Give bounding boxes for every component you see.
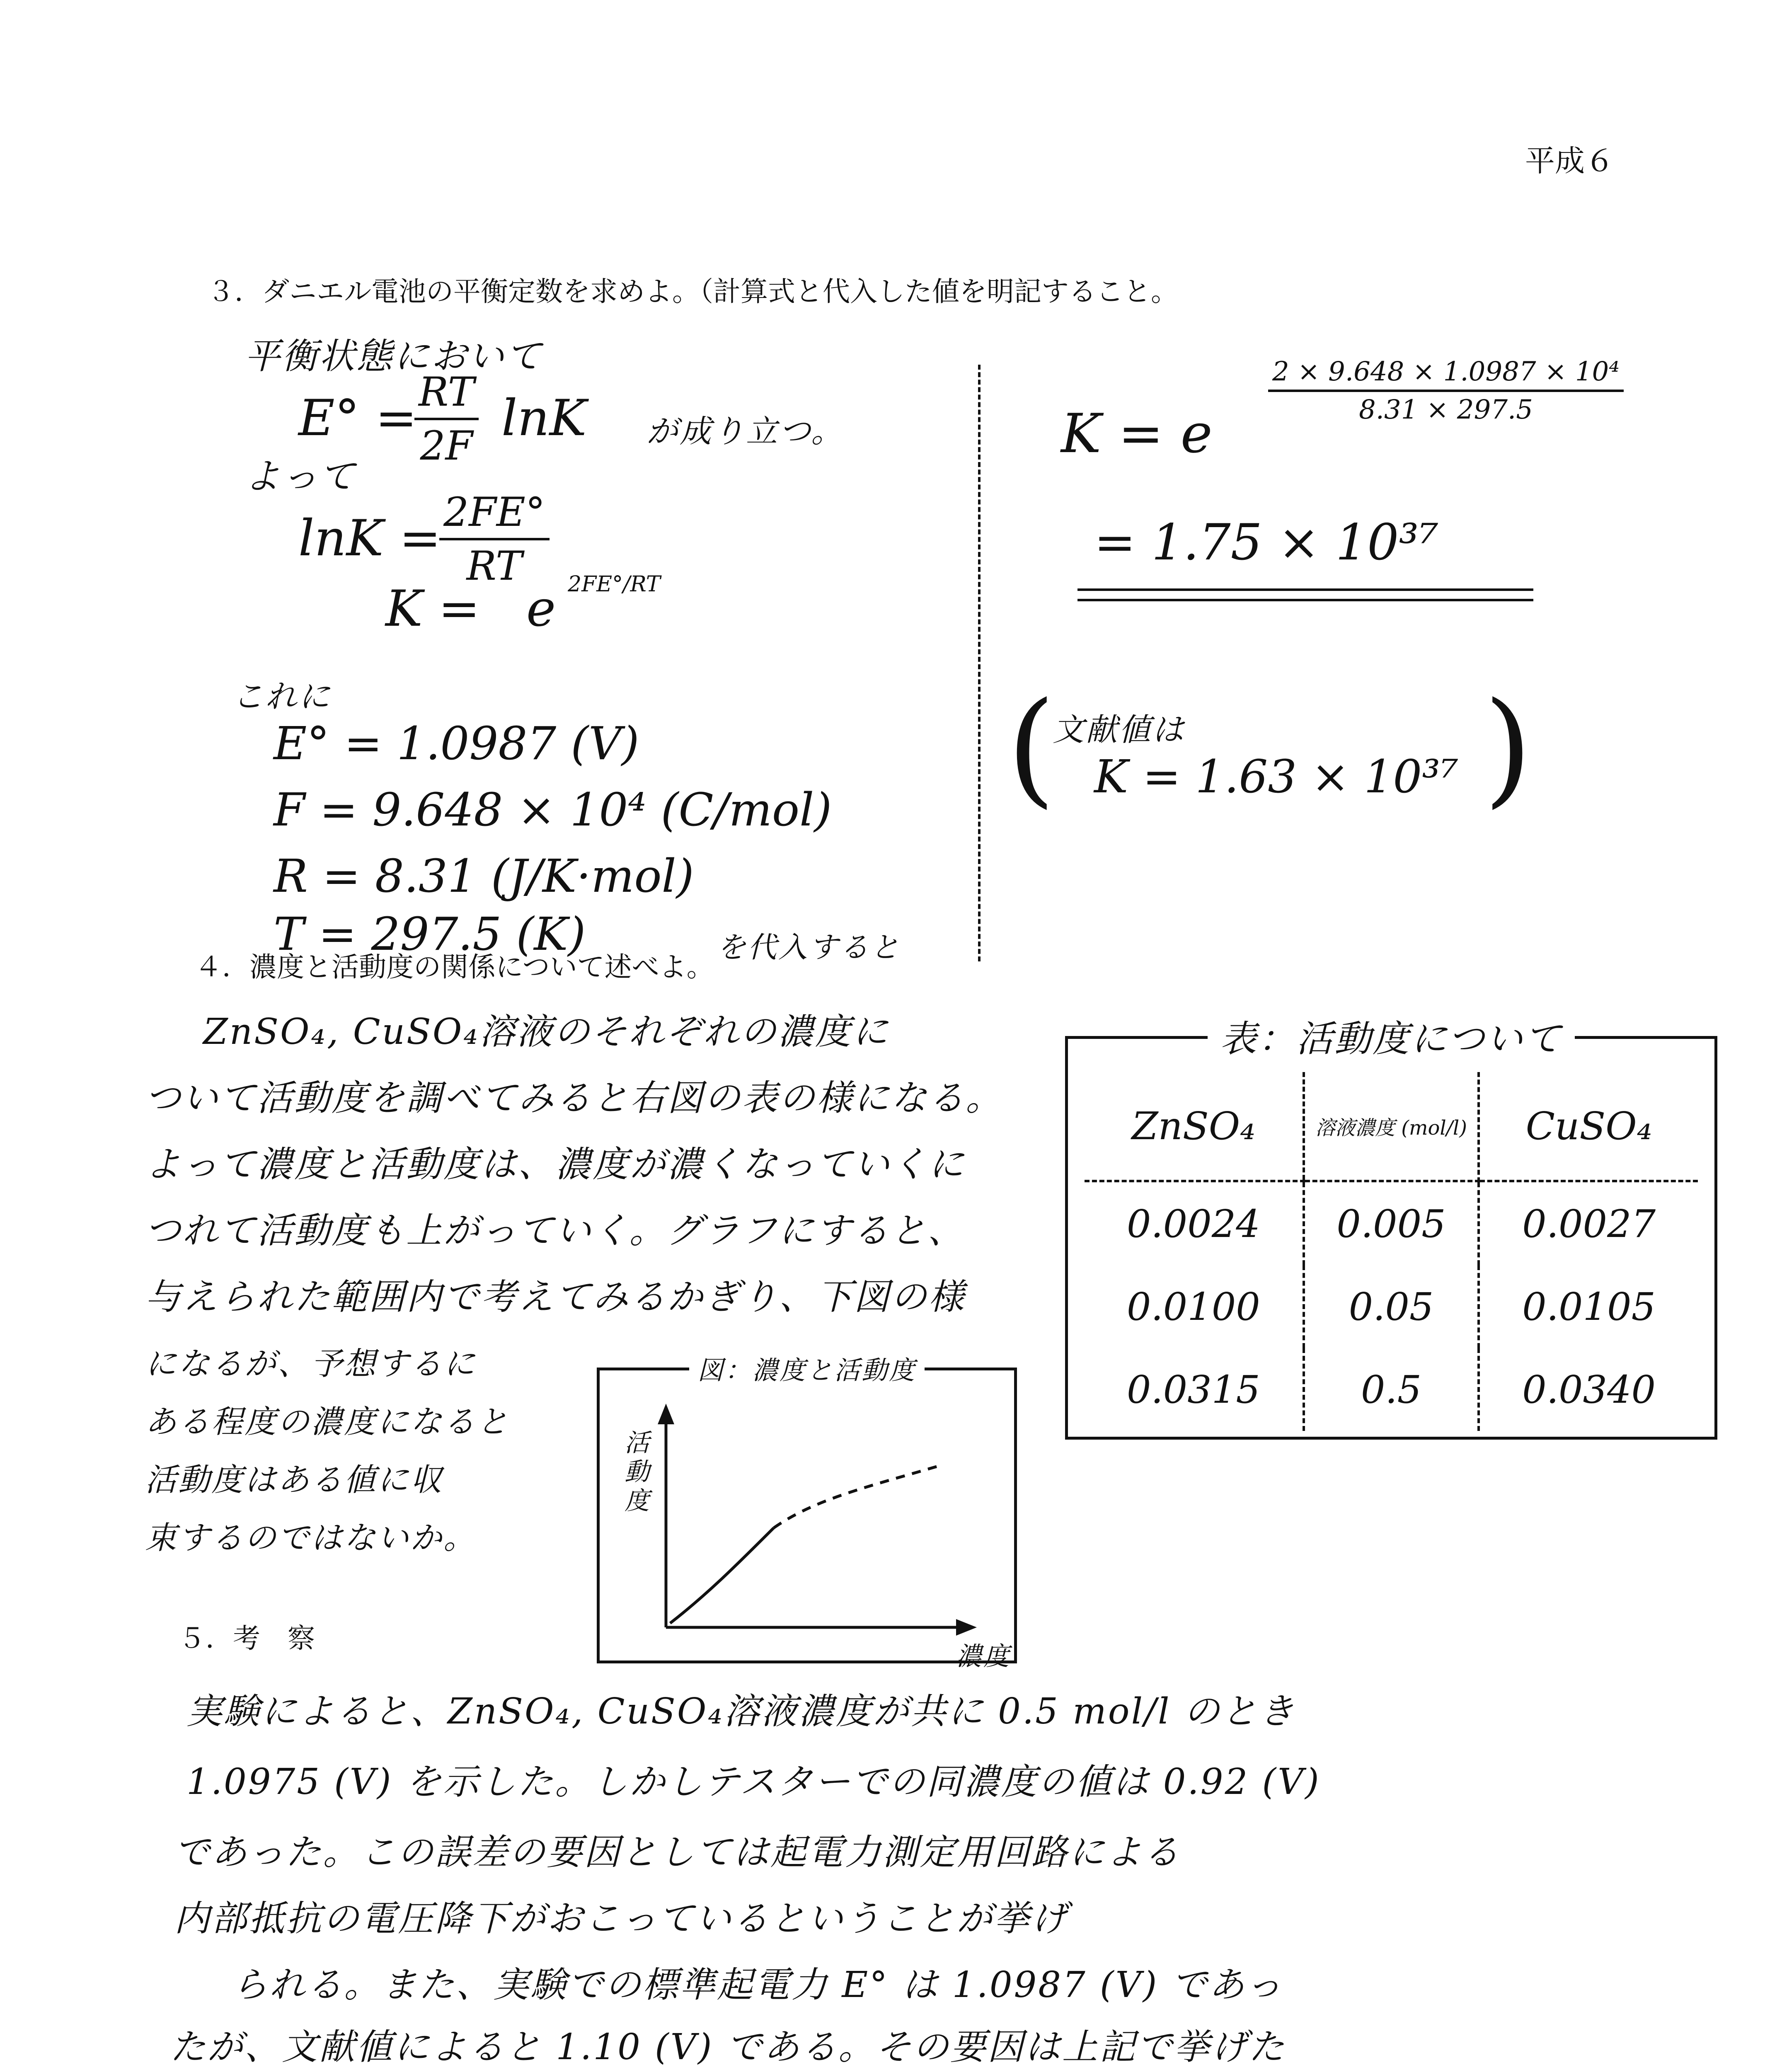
sub-F: F = 9.648 × 10⁴ (C/mol) [274,783,832,836]
q4-para-8: 束するのではないか。 [145,1519,477,1556]
q5-line-4: られる。また、実験での標準起電力 E° は 1.0987 (V) であっ [232,1964,1283,2006]
sub-T: T = 297.5 (K) [274,908,586,961]
q3-line1: 平衡状態において [245,336,543,377]
result-value: = 1.75 × 10³⁷ [1094,514,1439,571]
q3-line2: よって [245,456,356,497]
table-cell: 0.0027 [1522,1201,1656,1246]
q5-line-2: であった。この誤差の要因としては起電力測定用回路による [174,1832,1181,1873]
q4-para-1: ついて活動度を調べてみると右図の表の様になる。 [145,1077,1003,1119]
table-row [1085,1181,1698,1265]
q4-para-6: ある程度の濃度になると [145,1403,510,1440]
q4-heading: ４．濃度と活動度の関係について述べよ。 [195,951,714,983]
q4-para-3: つれて活動度も上がっていく。グラフにすると、 [145,1210,965,1251]
eq1-numerator: RT [414,369,479,420]
eq3-exponent: 2FE°/RT [568,572,661,597]
eq2-denominator: RT [466,543,523,589]
table-header-cell: CuSO₄ [1479,1072,1698,1181]
activity-table-box [1065,1017,1717,1440]
table-cell: 0.5 [1304,1348,1479,1431]
q5-line-1: 1.0975 (V) を示した。しかしテスターでの同濃度の値は 0.92 (V) [186,1761,1321,1803]
table-cell: 0.0315 [1126,1367,1260,1412]
lit-value: K = 1.63 × 10³⁷ [1094,750,1459,803]
sub-R: R = 8.31 (J/K·mol) [274,850,694,903]
result-exponent-numerator: 2 × 9.648 × 1.0987 × 10⁴ [1268,356,1624,392]
eq1-tail: lnK [501,390,587,447]
q4-para-4: 与えられた範囲内で考えてみるかぎり、下図の様 [145,1276,966,1318]
q5-line-3: 内部抵抗の電圧降下がおこっているということが挙げ [174,1898,1069,1939]
table-header-cell: ZnSO₄ [1085,1072,1304,1181]
result-lhs: K = e [1061,402,1213,465]
sub-note: を代入すると [717,930,901,964]
table-row [1085,1348,1698,1431]
table-header-row [1085,1072,1698,1181]
sub-E: E° = 1.0987 (V) [274,717,639,770]
eq1-denominator: 2F [420,423,473,469]
graph-title-text: 図：濃度と活動度 [689,1355,925,1385]
q4-para-2: よって濃度と活動度は、濃度が濃くなっていくに [145,1144,966,1185]
eq2-numerator: 2FE° [439,489,550,540]
q3-divider [978,365,981,961]
graph-curve-solid [670,1528,774,1623]
table-cell: 0.0105 [1522,1284,1656,1329]
eq1-lhs: E° = [298,390,417,447]
q3-line3: これに [232,678,332,715]
table-cell: 0.0340 [1522,1367,1656,1412]
graph-xlabel: 濃度 [956,1641,1011,1671]
graph-x-arrow [956,1619,977,1636]
result-underline-1 [1077,588,1533,591]
result-underline-2 [1077,599,1533,601]
result-exponent [1268,356,1624,425]
q5-line-0: 実験によると、ZnSO₄, CuSO₄溶液濃度が共に 0.5 mol/l のとき [186,1691,1296,1732]
eq1-fraction [414,369,479,469]
q4-para-0: ZnSO₄, CuSO₄溶液のそれぞれの濃度に [203,1011,890,1053]
eq2-fraction [439,489,550,589]
q5-heading: ５．考 察 [178,1622,315,1654]
q5-line-5: たが、文献値によると 1.10 (V) である。その要因は上記で挙げた [170,2026,1286,2068]
q4-para-5: になるが、予想するに [145,1345,477,1382]
activity-table-title-text: 表：活動度について [1208,1017,1575,1060]
eq3-base: e [526,580,556,638]
graph-svg [600,1370,1014,1661]
table-cell: 0.0024 [1126,1201,1260,1246]
result-exponent-denominator: 8.31 × 297.5 [1358,395,1533,425]
q4-para-7: 活動度はある値に収 [145,1461,443,1498]
table-cell: 0.0100 [1126,1284,1260,1329]
table-cell: 0.005 [1304,1181,1479,1265]
eq1-note: が成り立つ。 [646,413,844,450]
graph-y-arrow [658,1404,674,1424]
lit-open-paren: ( [1007,675,1056,820]
table-row [1085,1265,1698,1348]
eq3-lhs: K = [385,580,480,638]
table-header-cell: 溶液濃度 (mol/l) [1304,1072,1479,1181]
lit-label: 文献値は [1053,711,1185,748]
page-tag: 平成６ [1525,143,1615,178]
activity-table [1085,1072,1698,1431]
eq2-lhs: lnK = [298,510,441,567]
lit-close-paren: ) [1484,675,1533,820]
graph-curve-dashed [774,1466,939,1528]
graph-ylabel: 活動度 [625,1428,651,1515]
activity-table-title [1068,1010,1714,1062]
q3-heading: ３．ダニエル電池の平衡定数を求めよ。（計算式と代入した値を明記すること。 [207,276,1178,307]
graph-box [597,1355,1017,1671]
table-cell: 0.05 [1304,1265,1479,1348]
